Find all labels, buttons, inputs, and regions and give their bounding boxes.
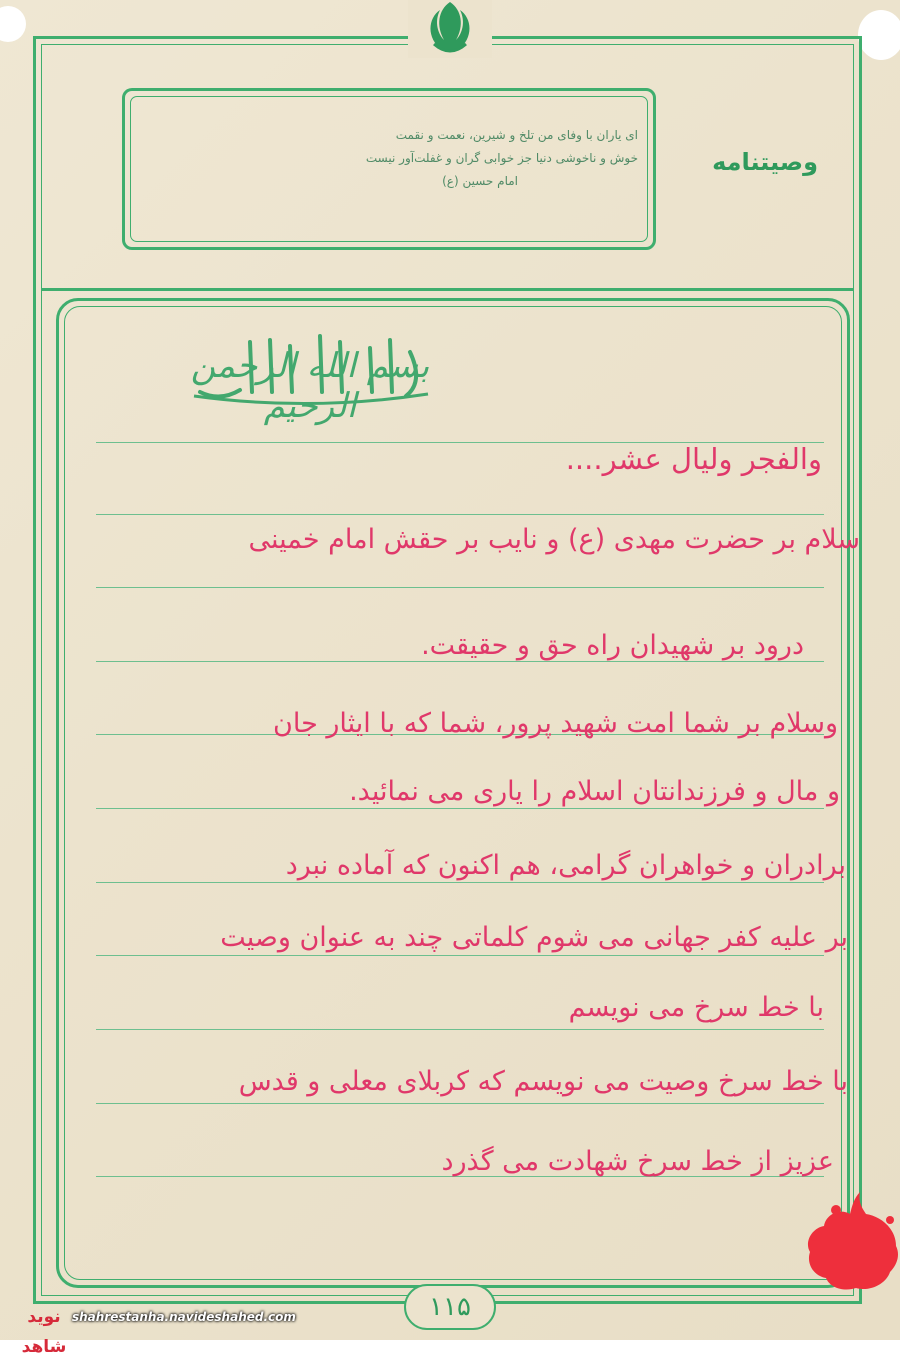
ruled-line bbox=[96, 1029, 824, 1030]
basmala-calligraphy bbox=[180, 322, 440, 426]
handwritten-line: برادران و خواهران گرامی، هم اکنون که آماده نبرد bbox=[285, 850, 846, 881]
handwritten-line: وسلام بر شما امت شهید پرور، شما که با ایثار جان bbox=[273, 708, 838, 739]
ruled-line bbox=[96, 955, 824, 956]
ruled-line bbox=[96, 882, 824, 883]
ruled-line bbox=[96, 808, 824, 809]
site-watermark bbox=[6, 1300, 296, 1357]
ruled-line bbox=[96, 514, 824, 515]
punch-hole-right bbox=[858, 10, 900, 60]
watermark-logo: نوید شاهد bbox=[21, 1307, 67, 1357]
quote-attribution: امام حسین (ع) bbox=[442, 174, 518, 188]
handwritten-line: با خط سرخ وصیت می نویسم که کربلای معلی و قدس bbox=[238, 1066, 848, 1097]
ruled-line bbox=[96, 587, 824, 588]
handwritten-line: با خط سرخ می نویسم bbox=[568, 992, 824, 1023]
header-divider bbox=[41, 288, 854, 291]
page-number: ۱۱۵ bbox=[404, 1284, 496, 1330]
handwritten-line: و مال و فرزندانتان اسلام را یاری می نمائید. bbox=[349, 776, 840, 807]
quote-line: خوش و ناخوشی دنیا جز خوابی گران و غفلت‌آور نیست bbox=[365, 151, 638, 165]
ruled-line bbox=[96, 661, 824, 662]
quote-line: ای یاران با وفای من تلخ و شیرین، نعمت و نقمت bbox=[395, 128, 638, 142]
basmala-text: بسم الله الرحمن الرحیم bbox=[190, 346, 430, 426]
emblem-icon bbox=[408, 0, 492, 58]
handwritten-line: عزیز از خط سرخ شهادت می گذرد bbox=[441, 1146, 834, 1177]
handwritten-line: بر علیه کفر جهانی می شوم کلماتی چند به عنوان وصیت bbox=[220, 922, 848, 953]
blood-blot-icon bbox=[800, 1184, 900, 1296]
header-quote bbox=[198, 124, 638, 193]
handwritten-line: درود بر شهیدان راه حق و حقیقت. bbox=[421, 630, 804, 661]
watermark-url: shahrestanha.navideshahed.com bbox=[72, 1310, 296, 1324]
document-title: وصیتنامه bbox=[712, 148, 818, 176]
handwritten-line: سلام بر حضرت مهدی (ع) و نایب بر حقش امام خمینی bbox=[248, 524, 860, 555]
ruled-line bbox=[96, 1103, 824, 1104]
handwritten-line: والفجر ولیال عشر.... bbox=[565, 442, 822, 476]
